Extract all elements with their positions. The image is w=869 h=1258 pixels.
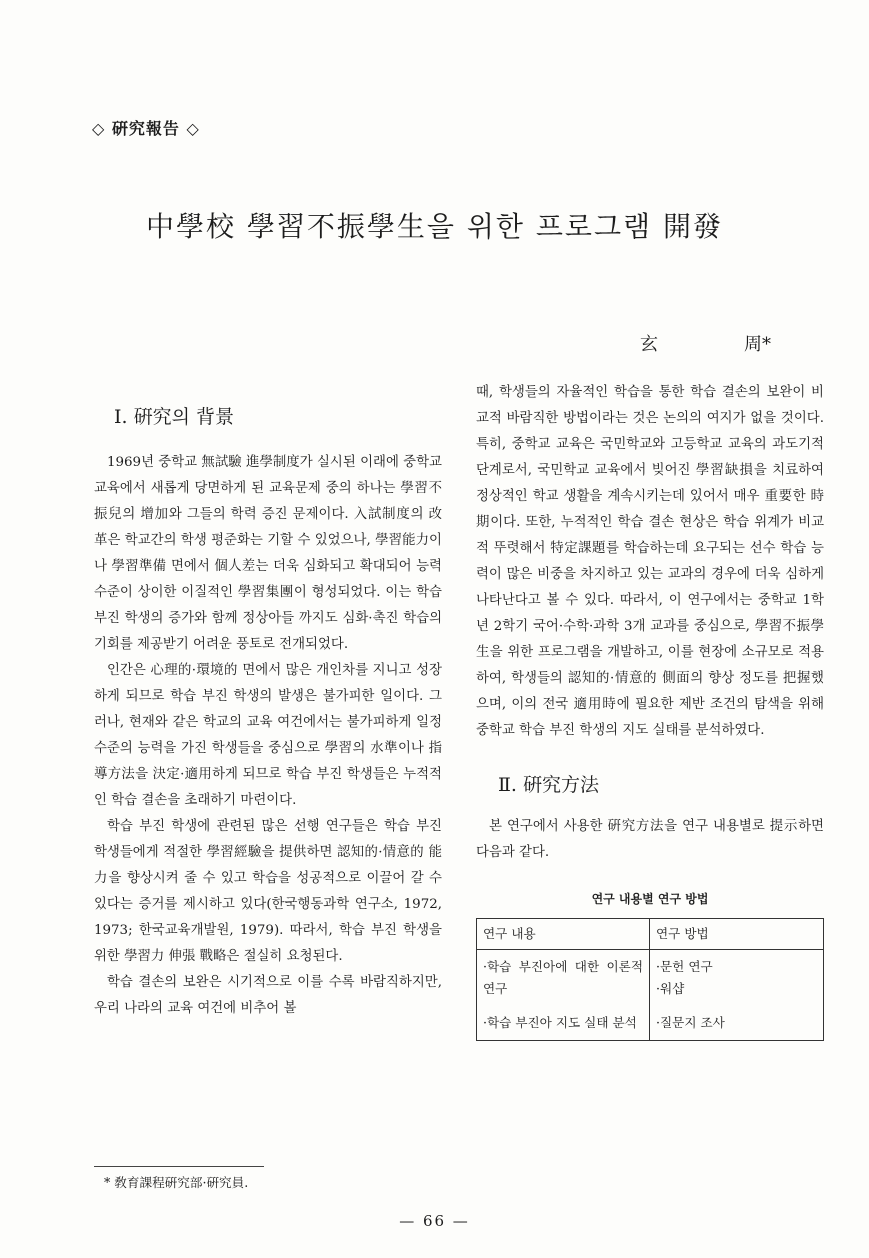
background-paragraph-4: 학습 결손의 보완은 시기적으로 이를 수록 바람직하지만, 우리 나라의 교육 여건에 비추어 볼 — [94, 975, 442, 1016]
table-cell: ·학습 부진아에 대한 이론적 연구 — [477, 950, 650, 1007]
table-title: 연구 내용별 연구 방법 — [591, 892, 709, 906]
table-cell: ·학습 부진아 지도 실태 분석 — [477, 1006, 650, 1041]
author-surname: 玄 — [640, 334, 658, 355]
table-row — [477, 950, 824, 1007]
table-row — [477, 1006, 824, 1041]
section-tag: ◇ 硏究報告 ◇ — [92, 119, 200, 138]
background-paragraph-4-continued: 때, 학생들의 자율적인 학습을 통한 학습 결손의 보완이 비교적 바람직한 방법이라는 것은 논의의 여지가 없을 것이다. 특히, 중학교 교육은 국민학교와 고등학교 교육의 과도기적 단계로서, 국민학교 교육에서 빚어진 學習缺損을 치료하여 정상적인 학교 생활을 계속시키는데 있어서 매우 重要한 時期이다. 또한, 누적적인 학습 결손 현상은 학습 위계가 비교적 뚜렷해서 特定課題를 학습하는데 요구되는 선수 학습 능력이 많은 비중을 차지하고 있는 교과의 경우에 더욱 심하게 나타난다고 볼 수 있다. 따라서, 이 연구에서는 중학교 1학년 2학기 국어·수학·과학 3개 교과를 중심으로, 學習不振學生을 위한 프로그램을 개발하고, 이를 현장에 소규모로 적용하여, 학생들의 認知的·情意的 側面의 향상 정도를 把握했으며, 이의 전국 適用時에 필요한 제반 조건의 탐색을 위해 중학교 학습 부진 학생의 지도 실태를 분석하였다. — [476, 385, 824, 738]
table-header-content: 연구 내용 — [477, 919, 650, 950]
author — [640, 330, 771, 356]
method-table — [476, 918, 824, 1041]
table-cell: ·문헌 연구 ·워샵 — [650, 950, 824, 1007]
background-paragraph-2: 인간은 心理的·環境的 면에서 많은 개인차를 지니고 성장하게 되므로 학습 부진 학생의 발생은 불가피한 일이다. 그러나, 현재와 같은 학교의 교육 여건에서는 불가피하게 일정 수준의 능력을 가진 학생들을 중심으로 學習의 水準이나 指導方法을 決定·適用하게 되므로 학습 부진 학생들은 누적적인 학습 결손을 초래하기 마련이다. — [94, 663, 442, 808]
left-column — [94, 380, 442, 1022]
table-header-method: 연구 방법 — [650, 919, 824, 950]
section-heading-method: Ⅱ. 硏究方法 — [498, 774, 599, 796]
author-given-name: 周* — [744, 334, 771, 355]
page-number: — 66 — — [399, 1212, 470, 1230]
footnote-rule — [94, 1166, 264, 1167]
method-paragraph: 본 연구에서 사용한 硏究方法을 연구 내용별로 提示하면 다음과 같다. — [476, 819, 824, 860]
footnote: * 敎育課程硏究部·硏究員. — [104, 1175, 249, 1190]
right-column — [476, 380, 824, 1041]
background-paragraph-1: 1969년 중학교 無試驗 進學制度가 실시된 이래에 중학교 교육에서 새롭게 당면하게 된 교육문제 중의 하나는 學習不振兒의 增加와 그들의 학력 증진 문제이다. 入試制度의 改革은 학교간의 학생 평준화는 기할 수 있었으나, 學習能力이나 學習準備 면에서 個人差는 더욱 심화되고 확대되어 능력 수준이 상이한 이질적인 學習集團이 형성되었다. 이는 학습 부진 학생의 증가와 함께 정상아들 까지도 심화·촉진 학습의 기회를 제공받기 어려운 풍토로 전개되었다. — [94, 455, 442, 652]
table-header-row — [477, 919, 824, 950]
table-cell: ·질문지 조사 — [650, 1006, 824, 1041]
background-paragraph-3: 학습 부진 학생에 관련된 많은 선행 연구들은 학습 부진 학생들에게 적절한 學習經驗을 提供하면 認知的·情意的 能力을 향상시켜 줄 수 있고 학습을 성공적으로 이끌어 갈 수 있다는 증거를 제시하고 있다(한국행동과학 연구소, 1972, 1973; 한국교육개발원, 1979). 따라서, 학습 부진 학생을 위한 學習力 伸張 戰略은 절실히 요청된다. — [94, 819, 442, 964]
article-title: 中學校 學習不振學生을 위한 프로그램 開發 — [146, 210, 723, 243]
section-heading-background: Ⅰ. 硏究의 背景 — [114, 406, 234, 428]
